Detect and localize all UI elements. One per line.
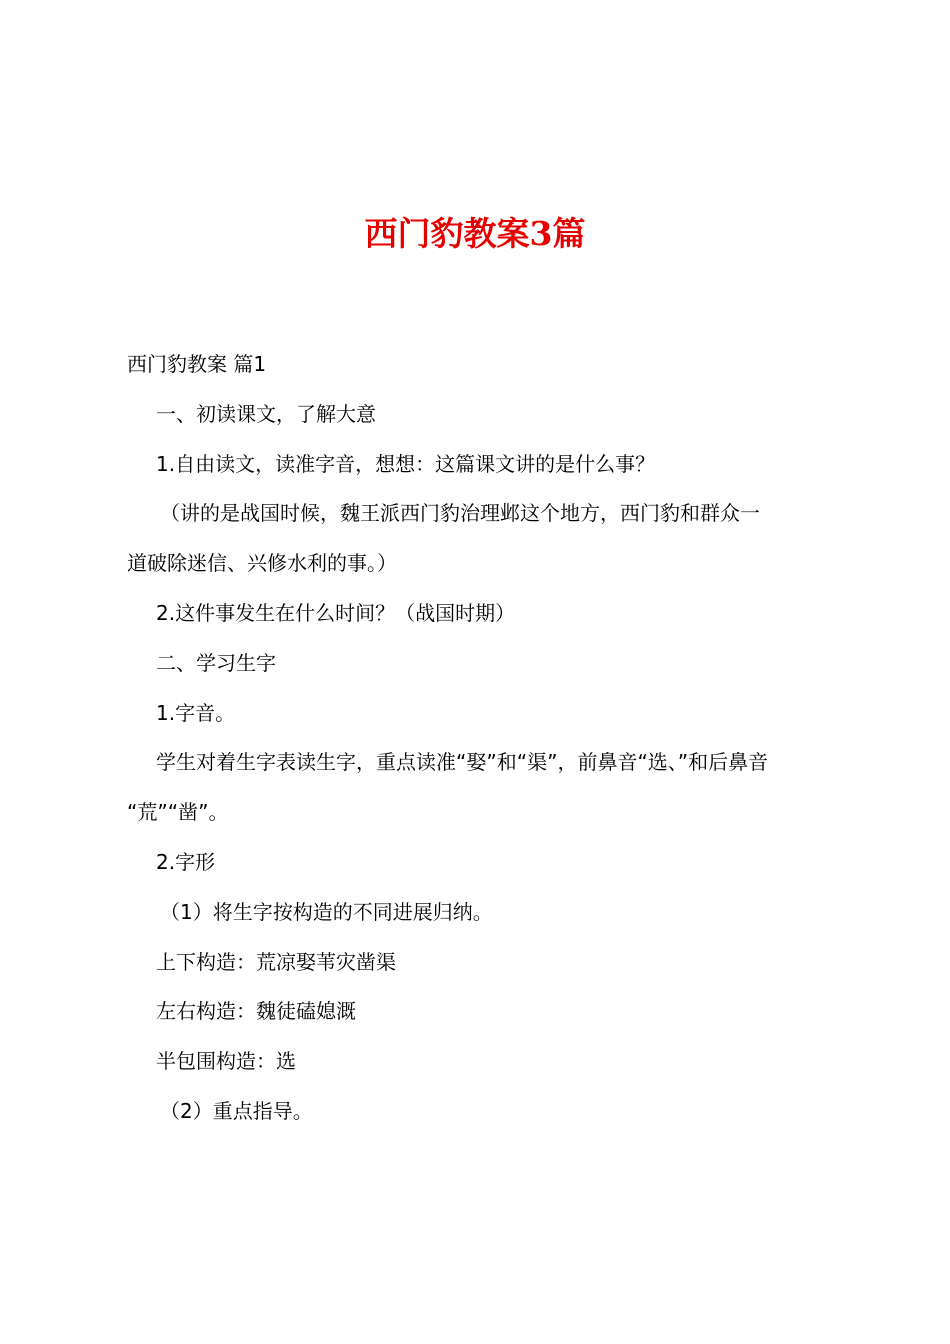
paragraph: 1.自由读文，读准字音，想想：这篇课文讲的是什么事？ — [156, 451, 656, 476]
paragraph: 二、学习生字 — [156, 650, 276, 675]
document-title: 西门豹教案3篇 — [364, 214, 586, 253]
paragraph: （1）将生字按构造的不同进展归纳。 — [160, 899, 493, 924]
paragraph: 2.字形 — [156, 849, 216, 874]
paragraph: 一、初读课文，了解大意 — [156, 401, 376, 426]
section-heading: 西门豹教案 篇1 — [127, 352, 267, 376]
paragraph: 学生对着生字表读生字，重点读准“娶”和“渠”，前鼻音“选、”和后鼻音 — [156, 750, 769, 775]
paragraph: （讲的是战国时候，魏王派西门豹治理邺这个地方，西门豹和群众一 — [160, 501, 760, 526]
document-body — [127, 340, 833, 1137]
paragraph: 道破除迷信、兴修水利的事。） — [127, 551, 397, 576]
paragraph: （2）重点指导。 — [160, 1098, 313, 1123]
paragraph: 半包围构造：选 — [156, 1049, 296, 1074]
paragraph: 1.字音。 — [156, 700, 236, 725]
paragraph: 上下构造：荒凉娶苇灾凿渠 — [156, 949, 396, 974]
paragraph: “荒”“凿”。 — [127, 800, 229, 825]
paragraph: 2.这件事发生在什么时间？（战国时期） — [156, 600, 516, 625]
paragraph: 左右构造：魏徒磕媳溉 — [156, 999, 356, 1024]
